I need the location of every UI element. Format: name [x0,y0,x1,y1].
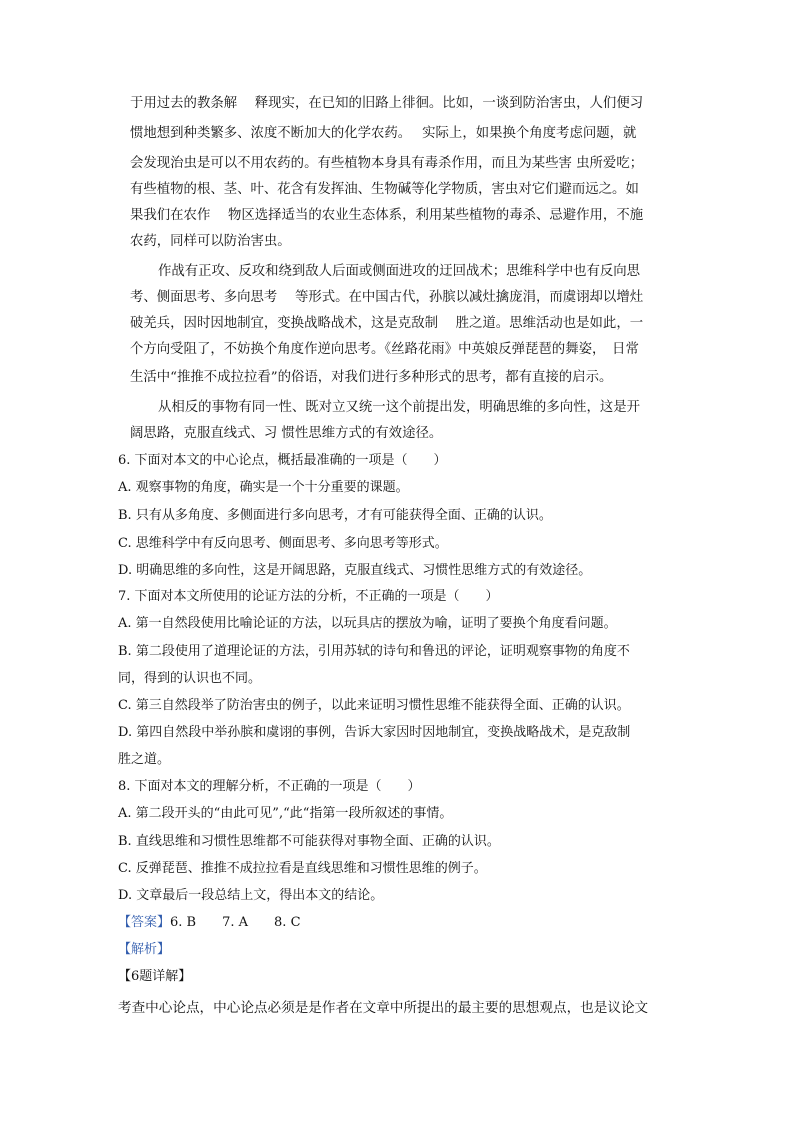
passage-line: 果我们在农作 物区选择适当的农业生态体系，利用某些植物的毒杀、忌避作用，不施 [130,208,644,223]
q6-detail-tag: 【6题详解】 [118,969,192,984]
passage-line: 农药，同样可以防治害虫。 [130,234,291,249]
passage-line: 破羌兵，因时因地制宜，变换战略战术，这是克敌制 胜之道。思维活动也是如此，一 [130,316,644,331]
analysis-tag: 【解析】 [118,942,171,957]
question-8-option-a: A. 第二段开头的“由此可见”,“此“指第一段所叙述的事情。 [118,806,453,821]
passage-line: 有些植物的根、茎、叶、花含有发挥油、生物碱等化学物质，害虫对它们避而远之。如 [130,182,639,197]
passage-line: 阔思路，克服直线式、习 惯性思维方式的有效途径。 [130,426,443,441]
question-7-option-b: B. 第二段使用了道理论证的方法，引用苏轼的诗句和鲁迅的评论，证明观察事物的角度不 [118,644,630,659]
passage-line: 会发现治虫是可以不用农药的。有些植物本身具有毒杀作用，而且为某些害 虫所爱吃； [130,156,644,171]
passage-line: 惯地想到种类繁多、浓度不断加大的化学农药。 实际上，如果换个角度考虑问题，就 [130,126,637,141]
question-6-option-d: D. 明确思维的多向性，这是开阔思路，克服直线式、习惯性思维方式的有效途径。 [118,563,592,578]
question-6-option-a: A. 观察事物的角度，确实是一个十分重要的课题。 [118,480,409,495]
answer-tag: 【答案】 [118,915,171,930]
question-7-option-b-cont: 同，得到的认识也不同。 [118,671,262,686]
q6-detail-text: 考查中心论点，中心论点必须是是作者在文章中所提出的最主要的思想观点，也是议论文 [118,1000,649,1016]
passage-line: 生活中“推推不成拉拉看”的俗语，对我们进行多种形式的思考，都有直接的启示。 [130,370,613,385]
question-8-option-c: C. 反弹琵琶、推推不成拉拉看是直线思维和习惯性思维的例子。 [118,861,487,876]
question-8-option-d: D. 文章最后一段总结上文，得出本文的结论。 [118,888,384,903]
answer-text: 6. B 7. A 8. C [170,915,301,930]
question-7-option-c: C. 第三自然段举了防治害虫的例子，以此来证明习惯性思维不能获得全面、正确的认识。 [118,698,630,713]
passage-line: 个方向受阻了，不妨换个角度作逆向思考。《丝路花雨》中英娘反弹琵琶的舞姿， 日常 [130,342,639,357]
question-7-stem: 7. 下面对本文所使用的论证方法的分析，不正确的一项是（ ） [118,589,499,604]
question-6-option-c: C. 思维科学中有反向思考、侧面思考、多向思考等形式。 [118,536,448,551]
passage-line: 作战有正攻、反攻和绕到敌人后面或侧面进攻的迂回战术；思维科学中也有反向思 [158,264,641,279]
question-8-option-b: B. 直线思维和习惯性思维都不可能获得对事物全面、正确的认识。 [118,834,500,849]
question-7-option-d: D. 第四自然段中举孙膑和虞诩的事例，告诉大家因时因地制宜，变换战略战术，是克敌制 [118,725,631,740]
question-8-stem: 8. 下面对本文的理解分析，不正确的一项是（ ） [118,779,421,794]
question-6-option-b: B. 只有从多角度、多侧面进行多向思考，才有可能获得全面、正确的认识。 [118,508,552,523]
question-6-stem: 6. 下面对本文的中心论点，概括最准确的一项是（ ） [118,453,447,468]
question-7-option-a: A. 第一自然段使用比喻论证的方法，以玩具店的摆放为喻，证明了要换个角度看问题。 [118,616,617,631]
question-7-option-d-cont: 胜之道。 [118,752,171,767]
answer-line [118,914,301,932]
passage-line: 从相反的事物有同一性、既对立又统一这个前提出发，明确思维的多向性，这是开 [158,400,641,415]
passage-line: 考、侧面思考、多向思考 等形式。在中国古代，孙膑以减灶擒庞涓，而虞诩却以增灶 [130,290,644,305]
passage-line: 于用过去的教条解 释现实，在已知的旧路上徘徊。比如，一谈到防治害虫，人们便习 [130,96,644,111]
